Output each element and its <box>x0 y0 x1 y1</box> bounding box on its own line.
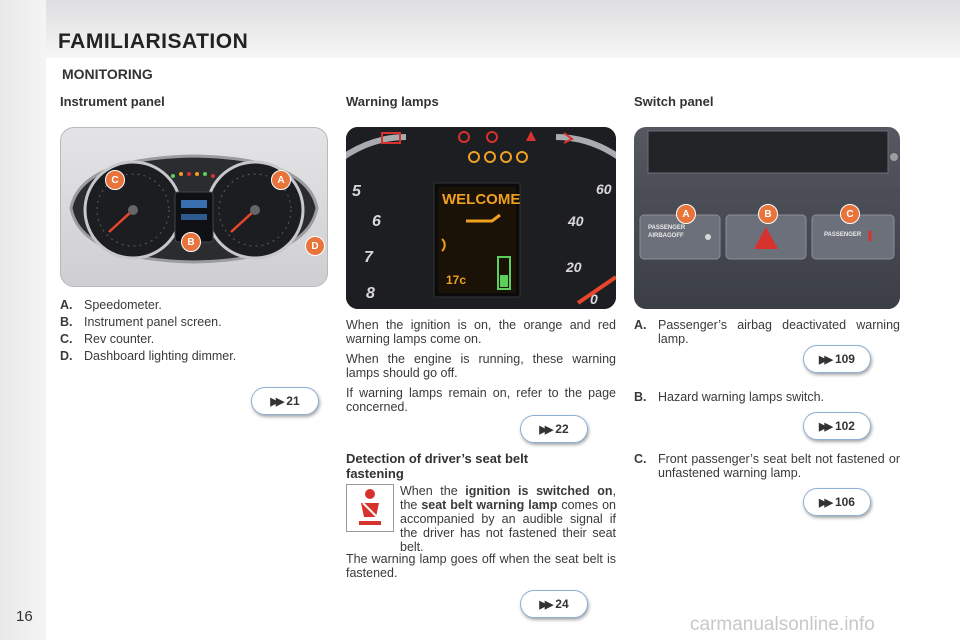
page-ref-number: 106 <box>834 495 855 509</box>
text-run: comes on accompanied by an audible signal if the driver has not fastened their seat belt. <box>400 498 616 554</box>
legend-key: A. <box>60 298 73 312</box>
seat-belt-heading-line: fastening <box>346 466 404 481</box>
airbag-off-button-label <box>648 224 685 240</box>
callout-a: A <box>271 170 291 190</box>
instrument-panel-image <box>60 127 328 287</box>
page-ref-21[interactable] <box>251 387 319 415</box>
legend-text: Passenger’s airbag deactivated warning lamp. <box>658 318 900 346</box>
section-title: MONITORING <box>62 66 153 82</box>
seat-belt-warning-icon <box>346 484 394 532</box>
seat-belt-heading-line: Detection of driver’s seat belt <box>346 451 529 466</box>
instrument-panel-legend <box>60 297 320 365</box>
legend-text: Speedometer. <box>84 298 162 312</box>
gauge-label: 6 <box>372 213 381 230</box>
legend-text: Hazard warning lamps switch. <box>658 390 825 404</box>
gauge-label: 40 <box>568 213 584 229</box>
forward-arrow-icon: ▶▶ <box>270 395 282 408</box>
callout-c: C <box>105 170 125 190</box>
page-ref-102[interactable] <box>803 412 871 440</box>
left-margin-band <box>0 0 46 640</box>
legend-text: Dashboard lighting dimmer. <box>84 349 237 363</box>
page-ref-109[interactable] <box>803 345 871 373</box>
warning-lamps-heading: Warning lamps <box>346 94 439 109</box>
callout-c: C <box>840 204 860 224</box>
seat-belt-closing-text: The warning lamp goes off when the seat belt is fastened. <box>346 552 616 580</box>
page-ref-number: 24 <box>555 597 569 611</box>
page-ref-106[interactable] <box>803 488 871 516</box>
seat-belt-intro-text <box>400 484 616 554</box>
switch-panel-image <box>634 127 900 309</box>
legend-key: C. <box>634 452 647 466</box>
page-title: FAMILIARISATION <box>58 30 249 53</box>
paragraph: When the engine is running, these warning lamps should go off. <box>346 352 616 380</box>
legend-item <box>60 314 320 331</box>
forward-arrow-icon: ▶▶ <box>539 598 551 611</box>
callout-b: B <box>758 204 778 224</box>
page-ref-number: 109 <box>834 352 855 366</box>
instrument-panel-heading: Instrument panel <box>60 94 165 109</box>
legend-key: A. <box>634 318 647 332</box>
paragraph: If warning lamps remain on, refer to the page concerned. <box>346 386 616 414</box>
temperature-readout: 17c <box>446 273 467 287</box>
legend-item <box>60 348 320 365</box>
passenger-button-label: PASSENGER <box>824 232 862 238</box>
gauge-label: 5 <box>352 183 361 200</box>
callout-b: B <box>181 232 201 252</box>
switch-panel-item-b <box>634 390 900 404</box>
legend-key: B. <box>60 315 73 329</box>
switch-panel-heading: Switch panel <box>634 94 714 109</box>
text-run: When the <box>400 484 466 498</box>
button-label-line: PASSENGER <box>648 225 686 231</box>
forward-arrow-icon: ▶▶ <box>819 420 830 433</box>
legend-key: B. <box>634 390 647 404</box>
text-run-bold: seat belt warning lamp <box>421 498 558 512</box>
paragraph: When the ignition is on, the orange and red warning lamps come on. <box>346 318 616 346</box>
legend-text: Rev counter. <box>84 332 155 346</box>
warning-lamps-text <box>346 318 616 420</box>
gauge-label: 7 <box>364 249 373 266</box>
switch-panel-item-a <box>634 318 900 346</box>
legend-text: Instrument panel screen. <box>84 315 222 329</box>
text-run: , the <box>400 484 616 512</box>
legend-text: Front passenger’s seat belt not fastened or unfastened warning lamp. <box>658 452 900 480</box>
page-ref-24[interactable] <box>520 590 588 618</box>
legend-item <box>60 297 320 314</box>
legend-key: D. <box>60 349 73 363</box>
callout-d: D <box>305 236 325 256</box>
page-number: 16 <box>16 608 33 625</box>
gauge-label: 60 <box>596 181 612 197</box>
switch-panel-item-c <box>634 452 900 480</box>
text-run-bold: ignition is switched on <box>465 484 613 498</box>
forward-arrow-icon: ▶▶ <box>819 496 830 509</box>
legend-item <box>60 331 320 348</box>
button-label-line: AIRBAGOFF <box>648 233 684 239</box>
gauge-label: 20 <box>566 259 582 275</box>
forward-arrow-icon: ▶▶ <box>819 353 830 366</box>
gauge-label: 8 <box>366 285 375 302</box>
instrument-cluster-drawing <box>61 128 327 286</box>
callout-a: A <box>676 204 696 224</box>
warning-lamps-image <box>346 127 616 309</box>
watermark: carmanualsonline.info <box>690 614 875 635</box>
legend-key: C. <box>60 332 73 346</box>
page-ref-22[interactable] <box>520 415 588 443</box>
page-ref-number: 21 <box>286 394 300 408</box>
gauge-label: 0 <box>590 291 598 307</box>
welcome-screen-text: WELCOME <box>442 191 521 208</box>
forward-arrow-icon: ▶▶ <box>539 423 551 436</box>
seat-belt-heading <box>346 451 616 481</box>
page-ref-number: 102 <box>834 419 855 433</box>
page-ref-number: 22 <box>555 422 569 436</box>
